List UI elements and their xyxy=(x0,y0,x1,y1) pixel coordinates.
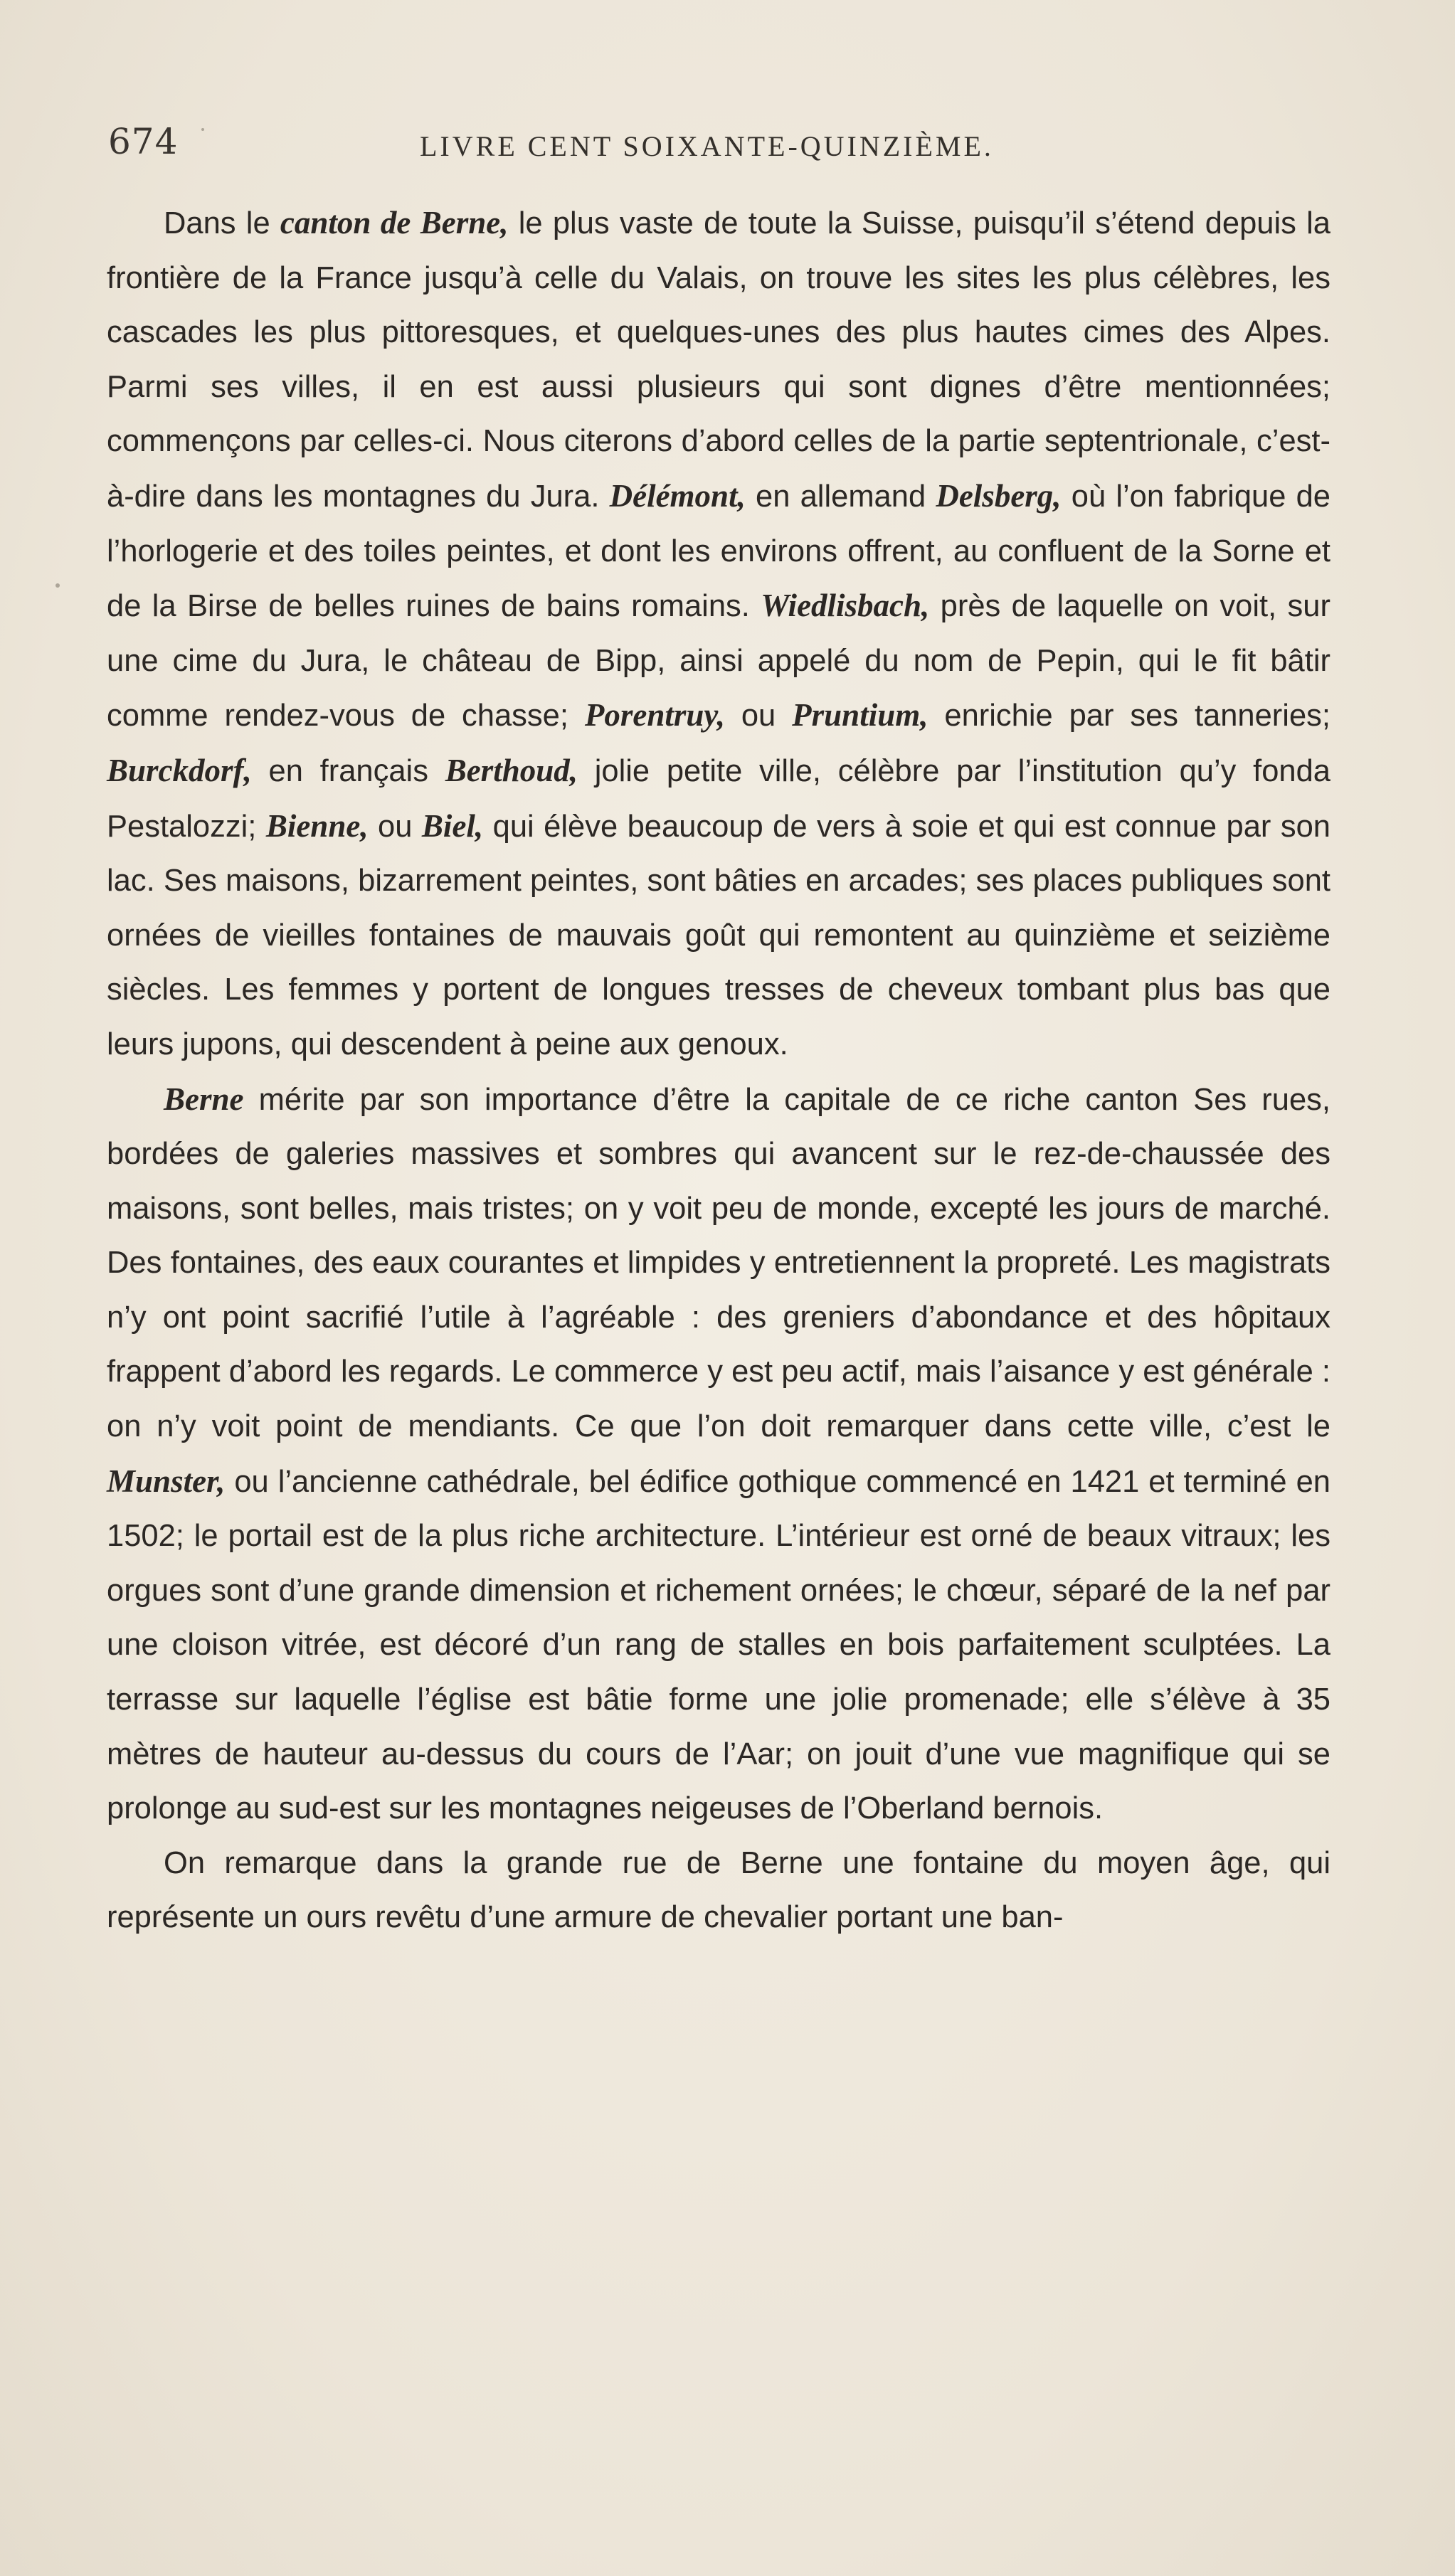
text-run: enrichie par ses tanneries; xyxy=(928,699,1330,733)
page-number: 674 xyxy=(108,121,179,162)
text-run: en allemand xyxy=(745,479,936,514)
paper-speck xyxy=(55,583,60,588)
paper-speck xyxy=(201,128,204,131)
text-run: en français xyxy=(251,753,445,788)
italic-place-name: Bienne, xyxy=(265,807,369,844)
paragraph xyxy=(107,1072,1330,1836)
italic-place-name: Délémont, xyxy=(609,477,746,514)
text-run: mérite par son importance d’être la capitale de ce riche canton Ses rues, bordées de galeries massives et sombres qui avancent sur le rez-de-chaussée des maisons, sont belles, mais tristes; on y voit peu de monde, excepté les jours de marché. Des fontaines, des eaux courantes et limpides y entretiennent la propreté. Les magistrats n’y ont point sacrifié l’utile à l’agréable : des greniers d’abondance et des hôpitaux frappent d’abord les regards. Le commerce y est peu actif, mais l’aisance y est générale : on n’y voit point de mendiants. Ce que l’on doit remarquer dans cette ville, c’est le xyxy=(107,1082,1330,1444)
text-run: le plus vaste de toute la Suisse, puisqu’il s’étend depuis la frontière de la France jusqu’à celle du Valais, on trouve les sites les plus célèbres, les cascades les plus pittoresques, et quelques-unes des plus hautes cimes des Alpes. Parmi ses villes, il en est aussi plusieurs qui sont dignes d’être mentionnées; commençons par celles-ci. Nous citerons d’abord celles de la partie septentrionale, c’est-à-dire dans les montagnes du Jura. xyxy=(107,206,1330,514)
italic-place-name: Biel, xyxy=(421,807,484,844)
text-run: ou xyxy=(724,699,793,733)
text-run: où l’on fabrique de l’horlogerie et des toiles peintes, et dont les environs offrent, au confluent de la Sorne et de la Birse de belles ruines de bains romains. xyxy=(107,479,1331,624)
text-run: On remarque dans la grande rue de Berne une fontaine du moyen âge, qui représente un ours revêtu d’une armure de chevalier portant une ban- xyxy=(107,1845,1330,1935)
italic-place-name: Pruntium, xyxy=(792,697,928,733)
italic-place-name: Delsberg, xyxy=(936,477,1062,514)
text-run: jolie petite ville, célèbre par l’institution qu’y fonda Pestalozzi; xyxy=(107,753,1330,844)
text-run: Dans le xyxy=(164,206,280,240)
paragraph xyxy=(107,196,1330,1072)
italic-place-name: Berne xyxy=(164,1081,244,1117)
text-run: qui élève beaucoup de vers à soie et qui est connue par son lac. Ses maisons, bizarrement peintes, sont bâties en arcades; ses places publiques sont ornées de vieilles fontaines de mauvais goût qui remontent au quinzième et seizième siècles. Les femmes y portent de longues tresses de cheveux tombant plus bas que leurs jupons, qui descendent à peine aux genoux. xyxy=(107,809,1330,1061)
italic-place-name: Wiedlisbach, xyxy=(761,588,930,624)
paragraph xyxy=(107,1836,1330,1945)
italic-place-name: canton de Berne, xyxy=(280,205,509,240)
text-run: près de laquelle on voit, sur une cime du Jura, le château de Bipp, ainsi appelé du nom de Pepin, qui le fit bâtir comme rendez-vous de chasse; xyxy=(107,589,1330,733)
body-text xyxy=(107,196,1330,1945)
italic-place-name: Porentruy, xyxy=(584,697,725,733)
text-run: ou l’ancienne cathédrale, bel édifice gothique commencé en 1421 et terminé en 1502; le portail est de la plus riche architecture. L’intérieur est orné de beaux vitraux; les orgues sont d’une grande dimension et richement ornées; le chœur, séparé de la nef par une cloison vitrée, est décoré d’un rang de stalles en bois parfaitement sculptées. La terrasse sur laquelle l’église est bâtie forme une jolie promenade; elle s’élève à 35 mètres de hauteur au-dessus du cours de l’Aar; on jouit d’une vue magnifique qui se prolonge au sud-est sur les montagnes neigeuses de l’Oberland bernois. xyxy=(107,1464,1330,1826)
page-header xyxy=(0,121,1455,178)
italic-place-name: Munster, xyxy=(107,1463,226,1499)
italic-place-name: Berthoud, xyxy=(445,752,578,788)
running-title: LIVRE CENT SOIXANTE-QUINZIÈME. xyxy=(420,130,994,162)
text-run: ou xyxy=(368,809,422,844)
italic-place-name: Burckdorf, xyxy=(107,752,252,788)
